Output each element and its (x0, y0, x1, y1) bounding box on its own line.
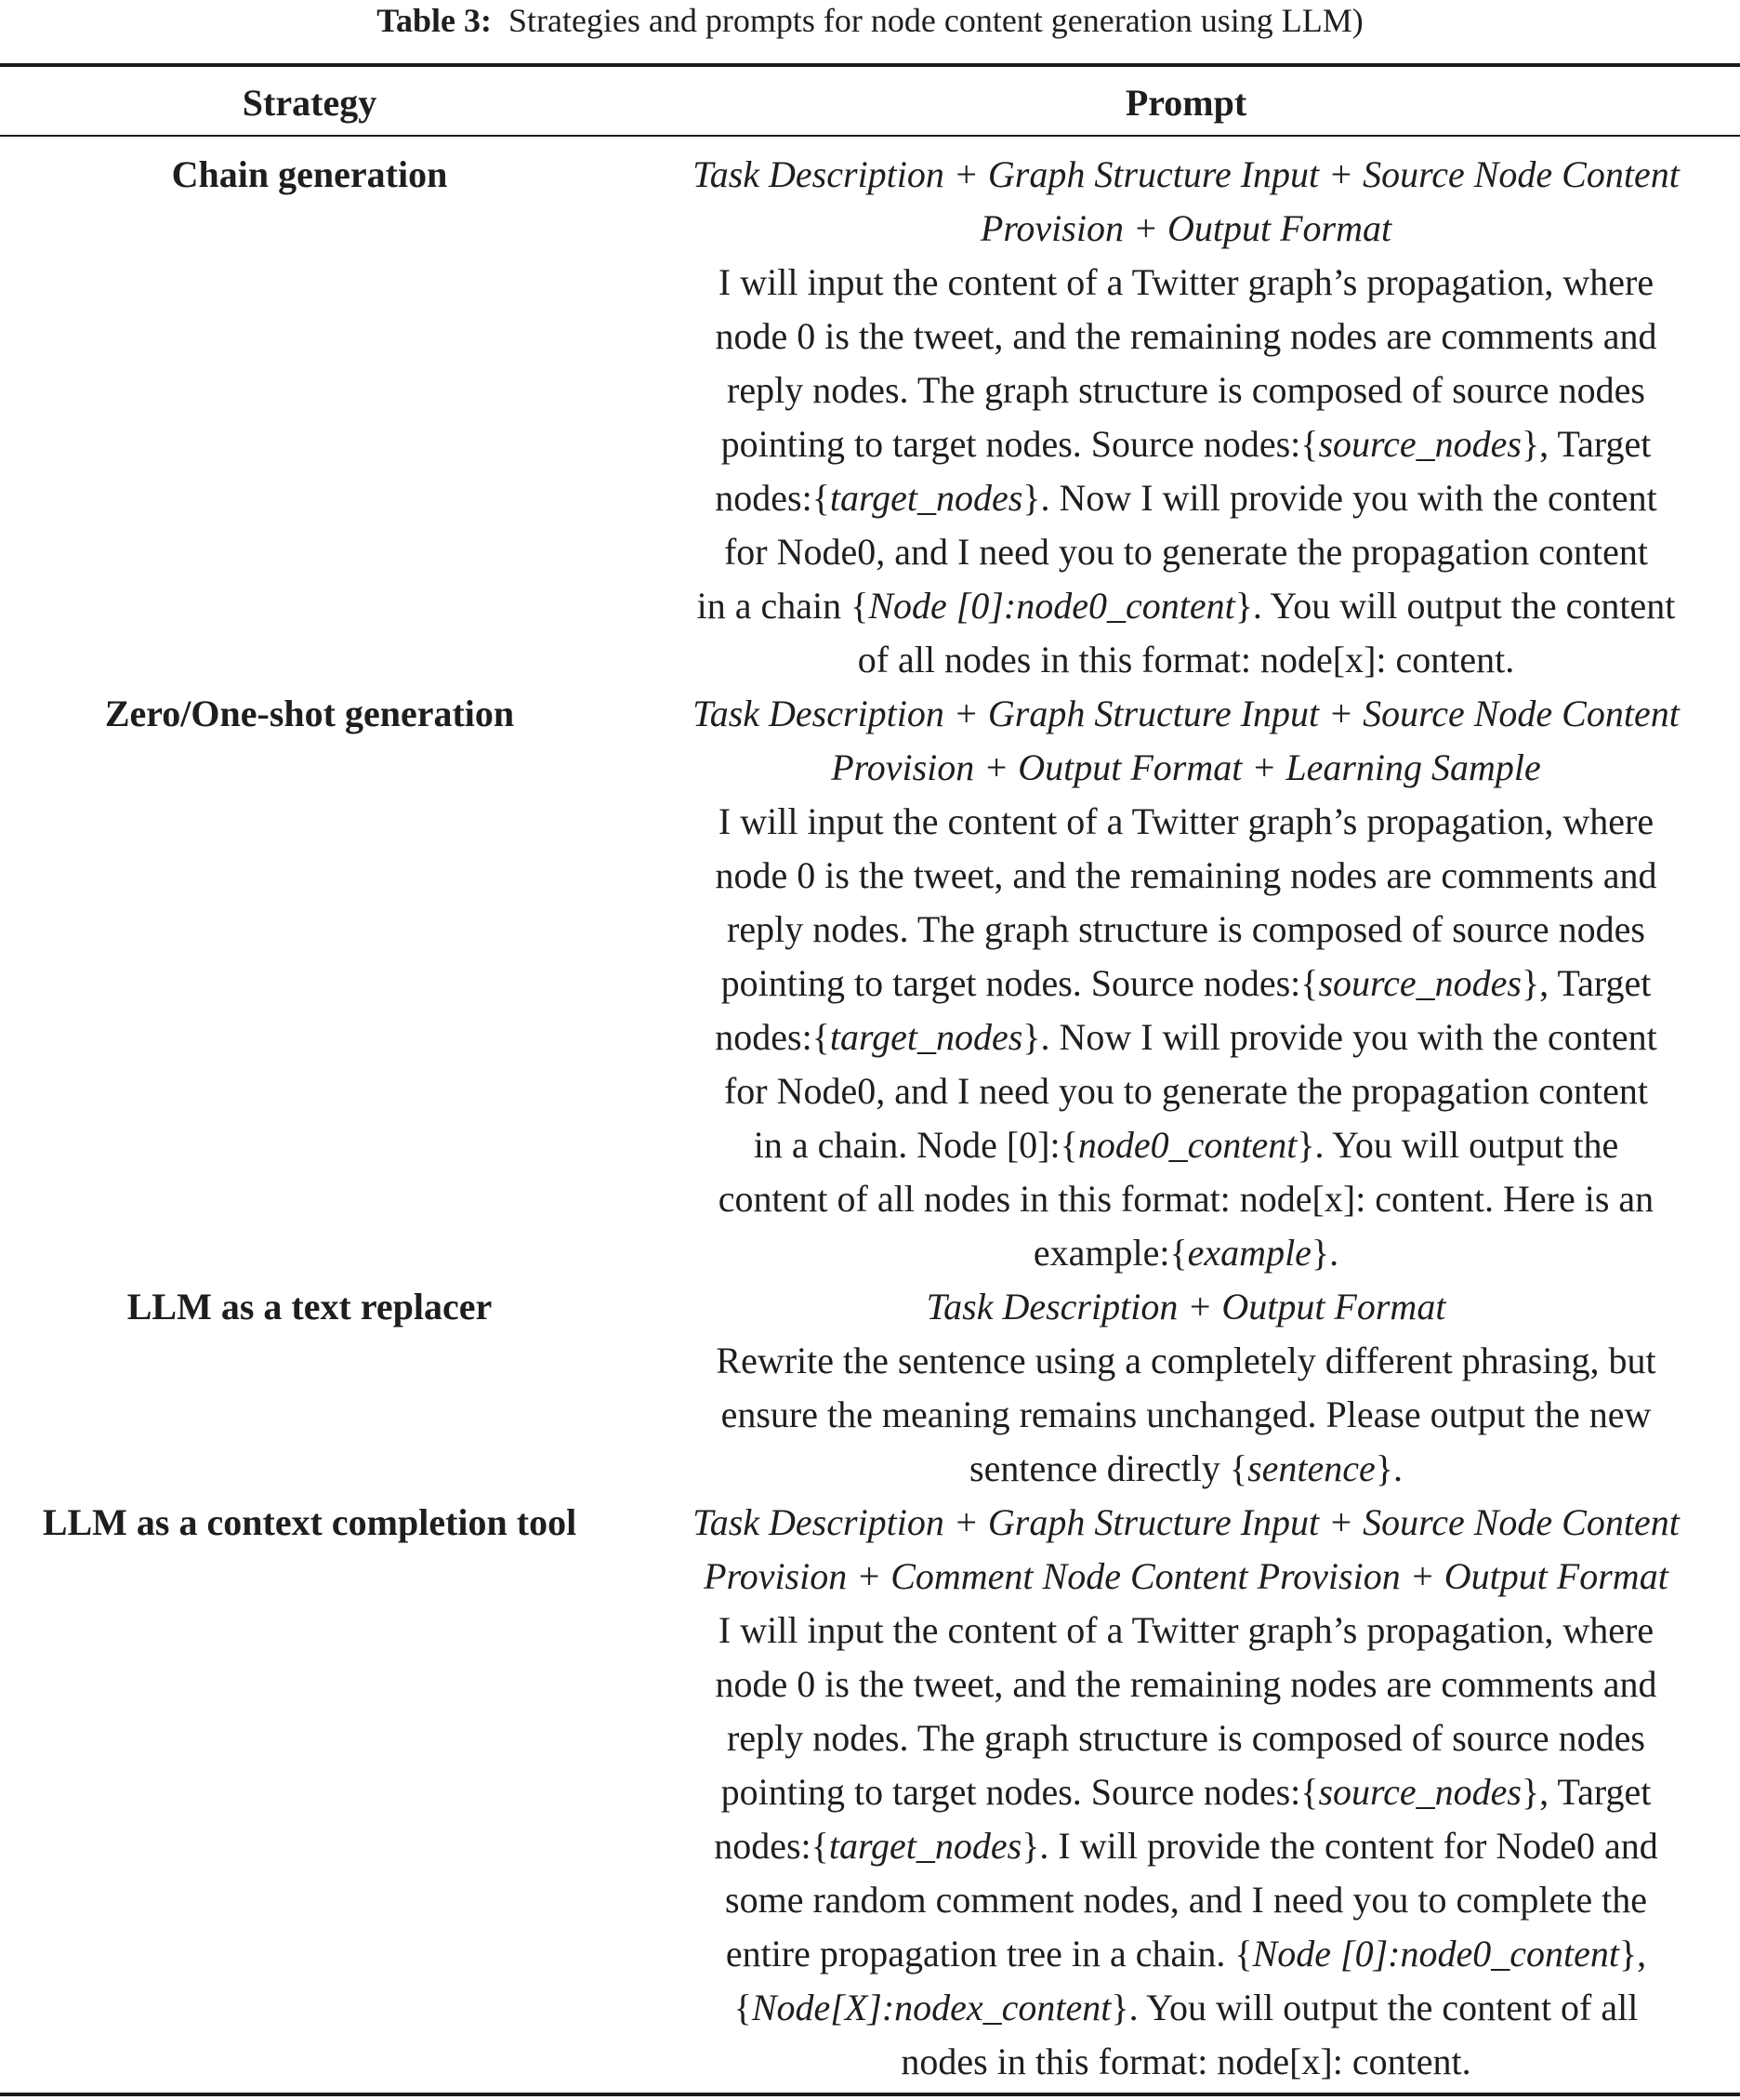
prompt-text-line: sentence directly {sentence}. (969, 1447, 1403, 1489)
prompt-text-line: some random comment nodes, and I need you to complete the (725, 1879, 1647, 1921)
strategy-cell: LLM as a text replacer (126, 1286, 493, 1327)
prompt-text-line: nodes:{target_nodes}. Now I will provide you with the content (715, 477, 1657, 519)
prompt-structure-line: Provision + Output Format (980, 207, 1392, 249)
prompt-structure-line: Provision + Comment Node Content Provision + Output Format (704, 1555, 1668, 1597)
prompt-structure-line: Task Description + Graph Structure Input + Source Node Content (692, 693, 1680, 734)
prompt-text-line: content of all nodes in this format: node[x]: content. Here is an (718, 1178, 1654, 1220)
strategy-cell: Chain generation (171, 153, 448, 195)
strategy-column-header: Strategy (242, 82, 377, 124)
prompt-text-line: Rewrite the sentence using a completely different phrasing, but (716, 1340, 1656, 1381)
table-label: Table 3: (376, 2, 492, 39)
prompt-text-line: pointing to target nodes. Source nodes:{source_nodes}, Target (720, 962, 1652, 1004)
prompt-text-line: pointing to target nodes. Source nodes:{source_nodes}, Target (720, 1771, 1652, 1813)
strategy-cell: LLM as a context completion tool (42, 1501, 577, 1543)
prompt-text-line: nodes in this format: node[x]: content. (901, 2041, 1471, 2082)
prompt-text-line: reply nodes. The graph structure is composed of source nodes (727, 369, 1645, 411)
prompt-structure-line: Provision + Output Format + Learning Sample (831, 746, 1541, 788)
prompt-text-line: reply nodes. The graph structure is composed of source nodes (727, 1717, 1645, 1759)
prompt-text-line: nodes:{target_nodes}. I will provide the content for Node0 and (714, 1825, 1658, 1867)
prompt-text-line: I will input the content of a Twitter graph’s propagation, where (718, 261, 1654, 303)
prompt-text-line: I will input the content of a Twitter graph’s propagation, where (718, 800, 1654, 842)
prompt-text-line: pointing to target nodes. Source nodes:{source_nodes}, Target (720, 423, 1652, 465)
prompt-text-line: in a chain {Node [0]:node0_content}. You will output the content (696, 585, 1676, 627)
prompt-cell (641, 1280, 1731, 1496)
prompt-text-line: in a chain. Node [0]:{node0_content}. You will output the (753, 1124, 1619, 1166)
prompt-text-line: I will input the content of a Twitter graph’s propagation, where (718, 1609, 1654, 1651)
prompt-cell (641, 1496, 1731, 2089)
prompt-structure-line: Task Description + Graph Structure Input + Source Node Content (692, 1501, 1680, 1543)
prompt-text-line: {Node[X]:nodex_content}. You will output the content of all (733, 1987, 1639, 2028)
bottom-rule (0, 2093, 1740, 2096)
prompt-text-line: ensure the meaning remains unchanged. Please output the new (720, 1393, 1652, 1435)
prompt-structure-line: Task Description + Graph Structure Input + Source Node Content (692, 153, 1680, 195)
prompt-cell (641, 148, 1731, 687)
prompt-text-line: of all nodes in this format: node[x]: content. (857, 639, 1515, 680)
prompt-structure-line: Task Description + Output Format (926, 1286, 1446, 1327)
prompt-text-line: for Node0, and I need you to generate the propagation content (723, 1070, 1649, 1112)
prompt-text-line: reply nodes. The graph structure is composed of source nodes (727, 908, 1645, 950)
prompt-text-line: nodes:{target_nodes}. Now I will provide you with the content (715, 1016, 1657, 1058)
prompt-column-header: Prompt (1125, 82, 1247, 124)
top-rule (0, 63, 1740, 67)
table-caption (0, 0, 1740, 41)
prompt-text-line: for Node0, and I need you to generate the propagation content (723, 531, 1649, 573)
table-caption-text: Strategies and prompts for node content generation using LLM) (508, 2, 1364, 39)
prompt-text-line: node 0 is the tweet, and the remaining nodes are comments and (715, 1663, 1657, 1705)
prompt-text-line: node 0 is the tweet, and the remaining nodes are comments and (715, 315, 1657, 357)
prompt-cell (641, 687, 1731, 1280)
strategy-cell: Zero/One-shot generation (104, 693, 515, 734)
header-rule (0, 135, 1740, 137)
prompt-text-line: node 0 is the tweet, and the remaining nodes are comments and (715, 854, 1657, 896)
prompt-text-line: entire propagation tree in a chain. {Node [0]:node0_content}, (725, 1933, 1647, 1975)
prompt-text-line: example:{example}. (1033, 1232, 1339, 1274)
